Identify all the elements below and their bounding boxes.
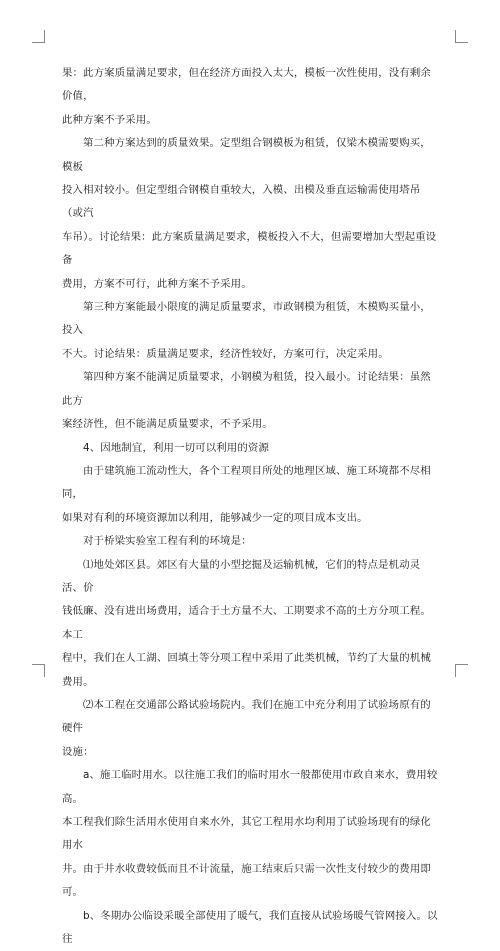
text-line: 投入相对较小。但定型组合钢模自重较大，入模、出模及垂直运输需使用塔吊（或汽 bbox=[62, 184, 421, 220]
text-line: 由于建筑施工流动性大，各个工程项目所处的地理区域、施工环境都不尽相同， bbox=[62, 464, 431, 501]
section-heading: 4、因地制宜，利用一切可以利用的资源 bbox=[83, 441, 269, 454]
text-line: ⑴地处郊区县。郊区有大量的小型挖掘及运输机械，它们的特点是机动灵活、价 bbox=[62, 558, 421, 594]
text-line: 程中，我们在人工湖、回填土等分项工程中采用了此类机械，节约了大量的机械费用。 bbox=[62, 652, 431, 688]
text-line: 此种方案不予采用。 bbox=[62, 113, 157, 126]
text-line: 本工程我们除生活用水使用自来水外，其它工程用水均利用了试验场现有的绿化用水 bbox=[62, 816, 431, 852]
text-line: 如果对有利的环境资源加以利用，能够减少一定的项目成本支出。 bbox=[62, 511, 368, 524]
crop-mark-top-right bbox=[455, 30, 468, 43]
crop-mark-top-left bbox=[32, 30, 45, 43]
text-line: 第三种方案能最小限度的满足质量要求，市政钢模为租赁，木模购买量小，投入 bbox=[62, 301, 431, 337]
document-body bbox=[62, 62, 440, 951]
text-line: 钱低廉、没有进出场费用，适合于土方量不大、工期要求不高的土方分项工程。本工 bbox=[62, 605, 431, 641]
text-line: 设施： bbox=[62, 745, 94, 758]
text-line: 案经济性，但不能满足质量要求，不予采用。 bbox=[62, 418, 273, 431]
text-line: 不大。讨论结果：质量满足要求，经济性较好，方案可行，决定采用。 bbox=[62, 347, 389, 360]
text-line: 井。由于井水收费较低而且不计流量，施工结束后只需一次性支付较少的费用即可。 bbox=[62, 862, 431, 899]
text-line: ⑵本工程在交通部公路试验场院内。我们在施工中充分利用了试验场原有的硬件 bbox=[62, 698, 431, 735]
text-line: 第四种方案不能满足质量要求，小钢模为租赁，投入最小。讨论结果：虽然此方 bbox=[62, 371, 431, 407]
text-line: 车吊）。讨论结果：此方案质量满足要求，模板投入不大，但需要增加大型起重设备 bbox=[62, 230, 437, 267]
text-line: b、冬期办公临设采暖全部使用了暖气，我们直接从试验场暖气管网接入。以往 bbox=[62, 909, 438, 946]
crop-mark-bottom-left bbox=[32, 664, 45, 677]
text-line: 对于桥梁实验室工程有利的环境是： bbox=[83, 535, 252, 548]
crop-mark-bottom-right bbox=[455, 664, 468, 677]
text-line: 果：此方案质量满足要求，但在经济方面投入太大，模板一次性使用，没有剩余价值， bbox=[62, 67, 431, 103]
text-line: a、施工临时用水。以往施工我们的临时用水一般都使用市政自来水，费用较高。 bbox=[62, 769, 438, 805]
text-line: 第二种方案达到的质量效果。定型组合钢模板为租赁，仅梁木模需要购买，模板 bbox=[62, 137, 431, 173]
text-line: 费用，方案不可行，此种方案不予采用。 bbox=[62, 277, 252, 290]
